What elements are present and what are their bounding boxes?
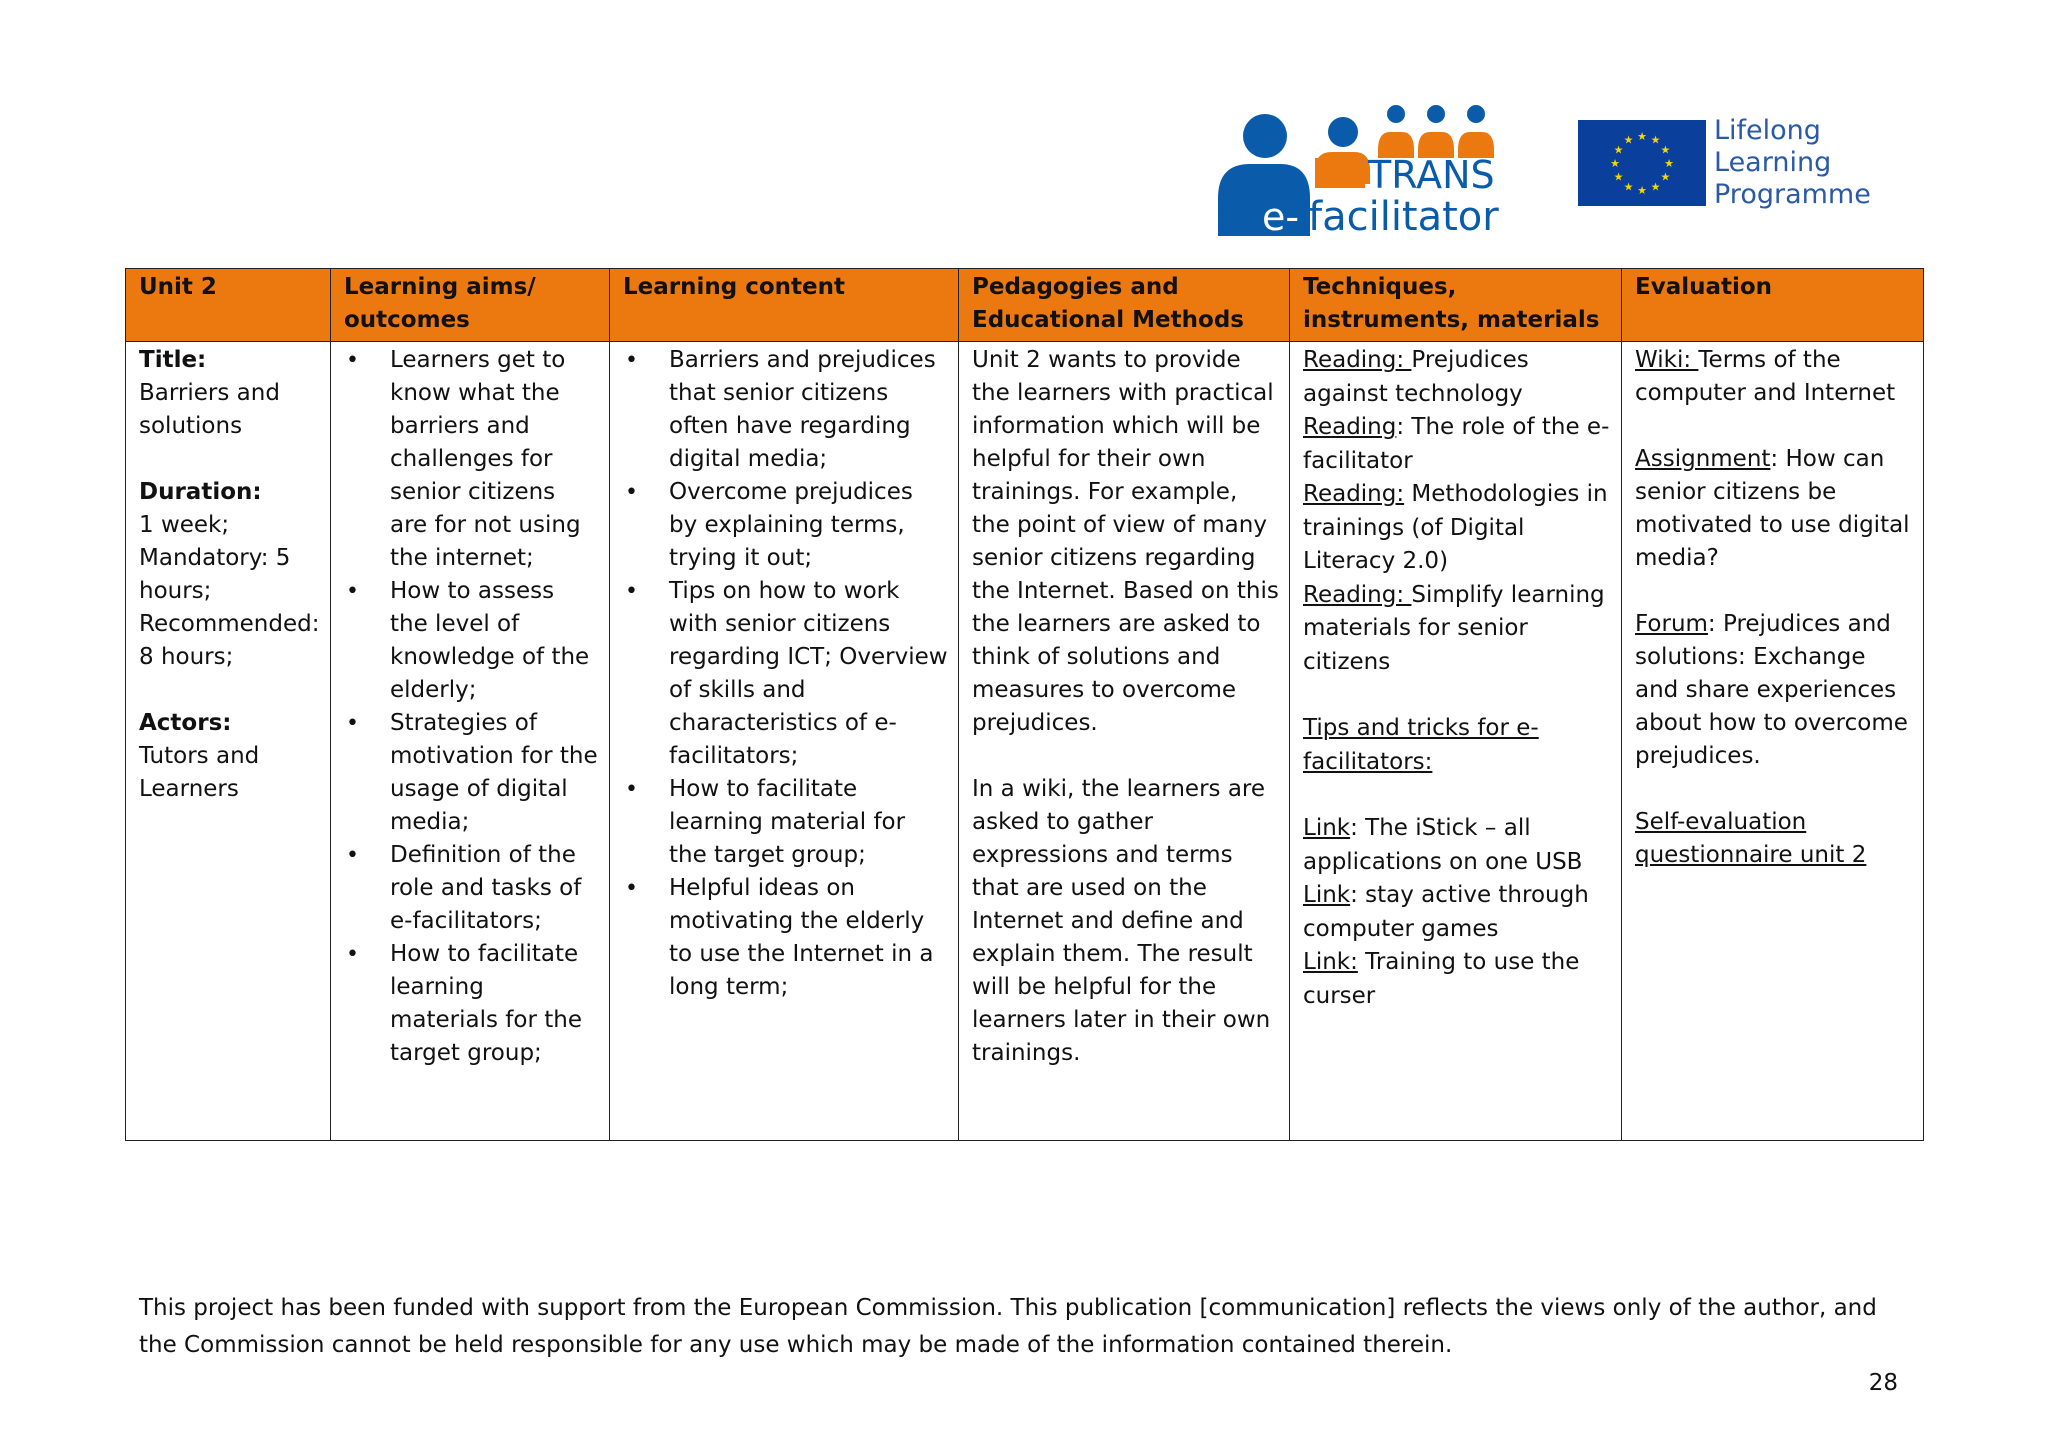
reading-link-2[interactable]: Reading [1303, 414, 1397, 440]
link-item-2 [1303, 879, 1611, 946]
list-item: • Helpful ideas on motivating the elderly to use the Internet in a long term; [623, 872, 948, 1004]
table-row [126, 342, 1924, 1141]
list-item: • How to facilitate learning materials for the target group; [344, 938, 599, 1070]
eu-star-icon: ★ [1613, 143, 1624, 157]
duration-line: Recommended: 8 hours; [139, 611, 320, 670]
list-item: • Strategies of motivation for the usage of digital media; [344, 707, 599, 839]
header-unit: Unit 2 [126, 269, 331, 342]
eu-line-1: Lifelong [1714, 115, 1821, 146]
eu-line-2: Learning [1714, 147, 1832, 178]
assignment-item [1635, 443, 1913, 575]
link-text-3: Training to use the curser [1303, 949, 1580, 1009]
learning-content-list [623, 344, 948, 1004]
reading-text-2: : The role of the e-facilitator [1303, 414, 1610, 474]
page-number: 28 [1868, 1370, 1898, 1396]
list-item: • Definition of the role and tasks of e-facilitators; [344, 839, 599, 938]
forum-text: : Prejudices and solutions: Exchange and share experiences about how to overcome prejudices. [1635, 611, 1908, 769]
list-item: • Tips on how to work with senior citizens regarding ICT; Overview of skills and characteristics of e-facilitators; [623, 575, 948, 773]
link-text-2: : stay active through computer games [1303, 882, 1589, 942]
trans-logo-graphic [1210, 100, 1510, 240]
duration-line: 1 week; [139, 512, 230, 538]
title-value: Barriers and solutions [139, 380, 280, 439]
reading-text-3: Methodologies in trainings (of Digital Literacy 2.0) [1303, 481, 1608, 574]
link-item-3 [1303, 946, 1611, 1013]
assignment-link[interactable]: Assignment [1635, 446, 1771, 472]
reading-item-3 [1303, 478, 1611, 579]
eu-star-icon: ★ [1664, 157, 1674, 170]
eu-star-icon: ★ [1637, 184, 1647, 197]
header-evaluation: Evaluation [1622, 269, 1924, 342]
link-label-3[interactable]: Link: [1303, 949, 1358, 975]
header-learning-aims: Learning aims/ outcomes [331, 269, 610, 342]
reading-item-4 [1303, 579, 1611, 680]
learning-aims-list [344, 344, 599, 1070]
eu-star-icon: ★ [1610, 157, 1620, 170]
eu-star-icon: ★ [1623, 133, 1634, 147]
list-item: • Learners get to know what the barriers and challenges for senior citizens are for not using the internet; [344, 344, 599, 575]
eu-star-icon: ★ [1660, 170, 1671, 184]
eu-flag-icon [1578, 120, 1706, 206]
pedagogies-paragraph-1: Unit 2 wants to provide the learners with practical information which will be helpful for their own trainings. For example, the point of view of many senior citizens regarding the Internet. Based on this the learners are asked to think of solutions and measures to overcome prejudices. [972, 347, 1279, 736]
forum-item [1635, 608, 1913, 773]
duration-line: Mandatory: 5 hours; [139, 545, 291, 604]
wiki-item [1635, 344, 1913, 410]
learning-content-cell [610, 342, 959, 1141]
list-item: • Overcome prejudices by explaining terms, trying it out; [623, 476, 948, 575]
eu-line-3: Programme [1714, 179, 1871, 210]
logo-trans-word: TRANS [1368, 153, 1495, 197]
eu-star-icon: ★ [1637, 130, 1647, 143]
eu-star-icon: ★ [1650, 133, 1661, 147]
actors-label: Actors: [139, 710, 232, 736]
pedagogies-paragraph-2: In a wiki, the learners are asked to gather expressions and terms that are used on the Internet and define and explain them. The result will be helpful for the learners later in their own trainings. [972, 776, 1271, 1066]
link-label-2[interactable]: Link [1303, 882, 1351, 908]
reading-text-4: Simplify learning materials for senior citizens [1303, 581, 1605, 675]
table-header-row [126, 269, 1924, 342]
reading-text-1: Prejudices against technology [1303, 347, 1529, 407]
eu-star-icon: ★ [1650, 180, 1661, 194]
reading-item-1 [1303, 344, 1611, 411]
title-label: Title: [139, 347, 207, 373]
actors-value: Tutors and Learners [139, 743, 260, 802]
reading-item-2 [1303, 411, 1611, 478]
learning-aims-cell [331, 342, 610, 1141]
unit-info-cell [126, 342, 331, 1141]
eu-star-icon: ★ [1623, 180, 1634, 194]
trans-e-facilitator-logo [1210, 100, 1510, 240]
list-item: • How to facilitate learning material for the target group; [623, 773, 948, 872]
eu-star-icon: ★ [1660, 143, 1671, 157]
duration-label: Duration: [139, 479, 262, 505]
link-item-1 [1303, 812, 1611, 879]
unit-table [125, 268, 1924, 1141]
techniques-cell [1290, 342, 1622, 1141]
list-item: • How to assess the level of knowledge of the elderly; [344, 575, 599, 707]
link-label-1[interactable]: Link [1303, 815, 1351, 841]
pedagogies-cell [959, 342, 1290, 1141]
wiki-text: Terms of the computer and Internet [1635, 347, 1896, 406]
header-pedagogies: Pedagogies and Educational Methods [959, 269, 1290, 342]
header-techniques: Techniques, instruments, materials [1290, 269, 1622, 342]
tips-and-tricks-link[interactable]: Tips and tricks for e-facilitators: [1303, 715, 1539, 775]
reading-link-1[interactable]: Reading: [1303, 347, 1412, 373]
eu-stars-graphic [1578, 120, 1706, 206]
lifelong-learning-logo [1578, 112, 1908, 212]
self-evaluation-link[interactable]: Self-evaluation questionnaire unit 2 [1635, 809, 1867, 868]
funding-disclaimer: This project has been funded with support from the European Commission. This publication [communication] reflects the views only of the author, and the Commission cannot be held responsible for any use which may be made of the information contained therein. [139, 1295, 1877, 1358]
eu-programme-text [1714, 115, 1871, 211]
logo-facilitator-word: facilitator [1308, 194, 1499, 240]
reading-link-3[interactable]: Reading: [1303, 481, 1405, 507]
wiki-link[interactable]: Wiki: [1635, 347, 1699, 373]
forum-link[interactable]: Forum [1635, 611, 1708, 637]
logo-e-prefix: e- [1262, 195, 1300, 239]
eu-star-icon: ★ [1613, 170, 1624, 184]
header-learning-content: Learning content [610, 269, 959, 342]
list-item: • Barriers and prejudices that senior citizens often have regarding digital media; [623, 344, 948, 476]
reading-link-4[interactable]: Reading: [1303, 581, 1412, 608]
evaluation-cell [1622, 342, 1924, 1141]
link-text-1: : The iStick – all applications on one USB [1303, 815, 1583, 875]
assignment-text: : How can senior citizens be motivated to use digital media? [1635, 446, 1910, 571]
